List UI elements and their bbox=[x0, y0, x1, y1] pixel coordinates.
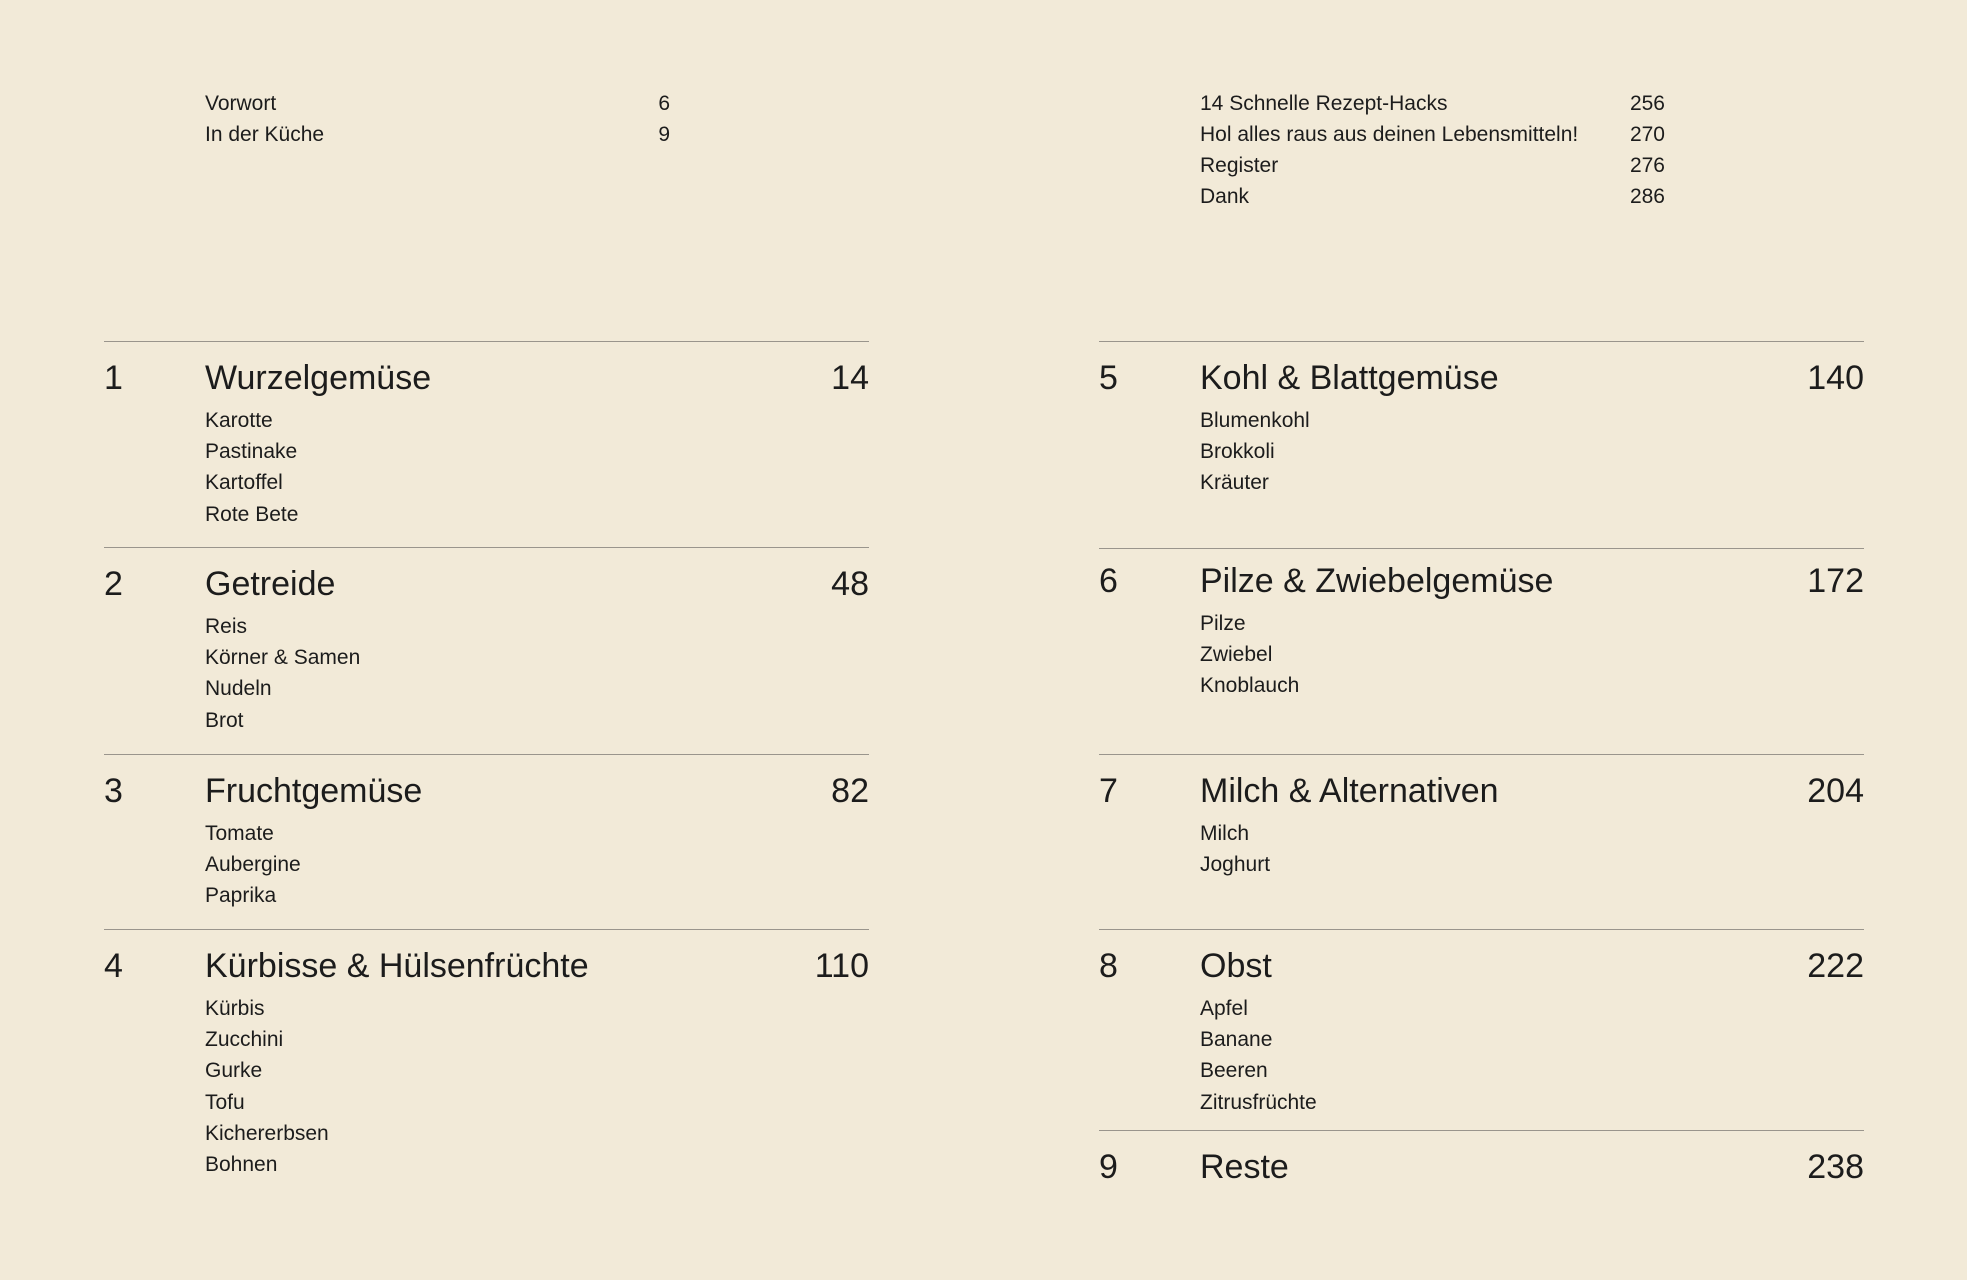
chapter-items bbox=[1200, 405, 1310, 499]
chapter-item: Banane bbox=[1200, 1028, 1273, 1052]
chapter-entry bbox=[1099, 754, 1864, 929]
chapter-items bbox=[1200, 608, 1299, 702]
chapter-number: 1 bbox=[104, 359, 123, 397]
chapter-item: Kürbis bbox=[205, 997, 265, 1020]
intro-entry bbox=[205, 119, 670, 150]
chapter-page: 222 bbox=[1807, 947, 1864, 985]
intro-entry-label: 14 Schnelle Rezept-Hacks bbox=[1200, 92, 1448, 115]
chapter-item: Pilze bbox=[1200, 612, 1246, 635]
intro-entry bbox=[1200, 150, 1665, 181]
chapter-title: Pilze & Zwiebelgemüse bbox=[1200, 562, 1554, 600]
intro-entry-page: 6 bbox=[658, 92, 670, 115]
chapter-number: 7 bbox=[1099, 772, 1118, 810]
chapter-item: Reis bbox=[205, 615, 248, 638]
intro-entry-label: Hol alles raus aus deinen Lebensmitteln! bbox=[1200, 123, 1579, 146]
chapter-item: Rote Bete bbox=[205, 502, 299, 526]
intro-entry bbox=[205, 88, 670, 119]
chapter-title: Obst bbox=[1200, 947, 1272, 985]
chapter-number: 9 bbox=[1099, 1148, 1118, 1186]
intro-entry-page: 276 bbox=[1629, 154, 1665, 177]
chapter-title: Kürbisse & Hülsenfrüchte bbox=[205, 947, 589, 985]
chapter-item: Brokkoli bbox=[1200, 440, 1275, 464]
chapter-title: Fruchtgemüse bbox=[205, 772, 423, 810]
chapter-entry bbox=[1099, 929, 1864, 1130]
chapter-item: Joghurt bbox=[1200, 853, 1271, 877]
chapter-item: Zitrusfrüchte bbox=[1200, 1090, 1317, 1114]
chapter-item: Paprika bbox=[205, 884, 277, 908]
right-page bbox=[995, 0, 1967, 1280]
chapter-item: Gurke bbox=[205, 1059, 263, 1083]
chapter-item: Beeren bbox=[1200, 1059, 1268, 1083]
chapter-page: 172 bbox=[1807, 562, 1864, 600]
chapter-item: Zucchini bbox=[205, 1028, 284, 1052]
chapter-item: Zwiebel bbox=[1200, 643, 1273, 667]
chapter-title: Reste bbox=[1200, 1148, 1289, 1186]
chapter-item: Aubergine bbox=[205, 853, 301, 877]
intro-entry-page: 270 bbox=[1629, 123, 1665, 146]
chapter-list bbox=[1099, 341, 1864, 1200]
chapter-item: Nudeln bbox=[205, 677, 272, 701]
chapter-item: Kichererbsen bbox=[205, 1121, 329, 1145]
left-page bbox=[0, 0, 983, 1280]
chapter-item: Tomate bbox=[205, 822, 274, 845]
chapter-items bbox=[1200, 993, 1317, 1118]
chapter-item: Milch bbox=[1200, 822, 1250, 845]
chapter-entry bbox=[104, 754, 869, 929]
chapter-entry bbox=[104, 547, 869, 754]
chapter-number: 5 bbox=[1099, 359, 1118, 397]
chapter-item: Kräuter bbox=[1200, 471, 1269, 495]
intro-list bbox=[1200, 88, 1665, 212]
chapter-items bbox=[205, 818, 301, 912]
chapter-page: 238 bbox=[1807, 1148, 1864, 1186]
chapter-page: 140 bbox=[1807, 359, 1864, 397]
intro-list bbox=[205, 88, 670, 150]
chapter-title: Wurzelgemüse bbox=[205, 359, 432, 397]
chapter-title: Getreide bbox=[205, 565, 336, 603]
intro-entry bbox=[1200, 88, 1665, 119]
chapter-number: 4 bbox=[104, 947, 123, 985]
chapter-page: 110 bbox=[814, 947, 869, 985]
chapter-item: Brot bbox=[205, 708, 244, 732]
chapter-entry bbox=[1099, 548, 1864, 754]
chapter-number: 8 bbox=[1099, 947, 1118, 985]
chapter-number: 3 bbox=[104, 772, 123, 810]
chapter-item: Körner & Samen bbox=[205, 646, 361, 670]
chapter-items bbox=[205, 611, 360, 736]
intro-entry-label: Vorwort bbox=[205, 92, 277, 115]
intro-entry-page: 256 bbox=[1629, 92, 1665, 115]
chapter-page: 14 bbox=[831, 359, 869, 397]
chapter-item: Blumenkohl bbox=[1200, 409, 1310, 432]
intro-entry-label: In der Küche bbox=[205, 123, 325, 146]
chapter-entry bbox=[104, 929, 869, 1189]
chapter-entry bbox=[1099, 341, 1864, 548]
chapter-item: Tofu bbox=[205, 1090, 245, 1114]
chapter-item: Apfel bbox=[1200, 997, 1248, 1020]
chapter-title: Milch & Alternativen bbox=[1200, 772, 1499, 810]
chapter-item: Pastinake bbox=[205, 440, 298, 464]
chapter-item: Kartoffel bbox=[205, 471, 283, 495]
chapter-page: 82 bbox=[831, 772, 869, 810]
chapter-entry bbox=[104, 341, 869, 547]
chapter-items bbox=[205, 405, 298, 530]
chapter-page: 204 bbox=[1807, 772, 1864, 810]
intro-entry-label: Dank bbox=[1200, 185, 1250, 208]
chapter-item: Karotte bbox=[205, 409, 273, 432]
chapter-entry bbox=[1099, 1130, 1864, 1200]
chapter-number: 2 bbox=[104, 565, 123, 603]
chapter-items bbox=[1200, 818, 1270, 880]
chapter-page: 48 bbox=[831, 565, 869, 603]
chapter-list bbox=[104, 341, 869, 1189]
intro-entry-label: Register bbox=[1200, 154, 1279, 177]
intro-entry-page: 9 bbox=[658, 123, 670, 146]
chapter-items bbox=[205, 993, 329, 1180]
chapter-item: Knoblauch bbox=[1200, 674, 1300, 698]
intro-entry-page: 286 bbox=[1629, 185, 1665, 208]
chapter-title: Kohl & Blattgemüse bbox=[1200, 359, 1499, 397]
intro-entry bbox=[1200, 181, 1665, 212]
intro-entry bbox=[1200, 119, 1665, 150]
chapter-item: Bohnen bbox=[205, 1152, 278, 1176]
chapter-number: 6 bbox=[1099, 562, 1118, 600]
